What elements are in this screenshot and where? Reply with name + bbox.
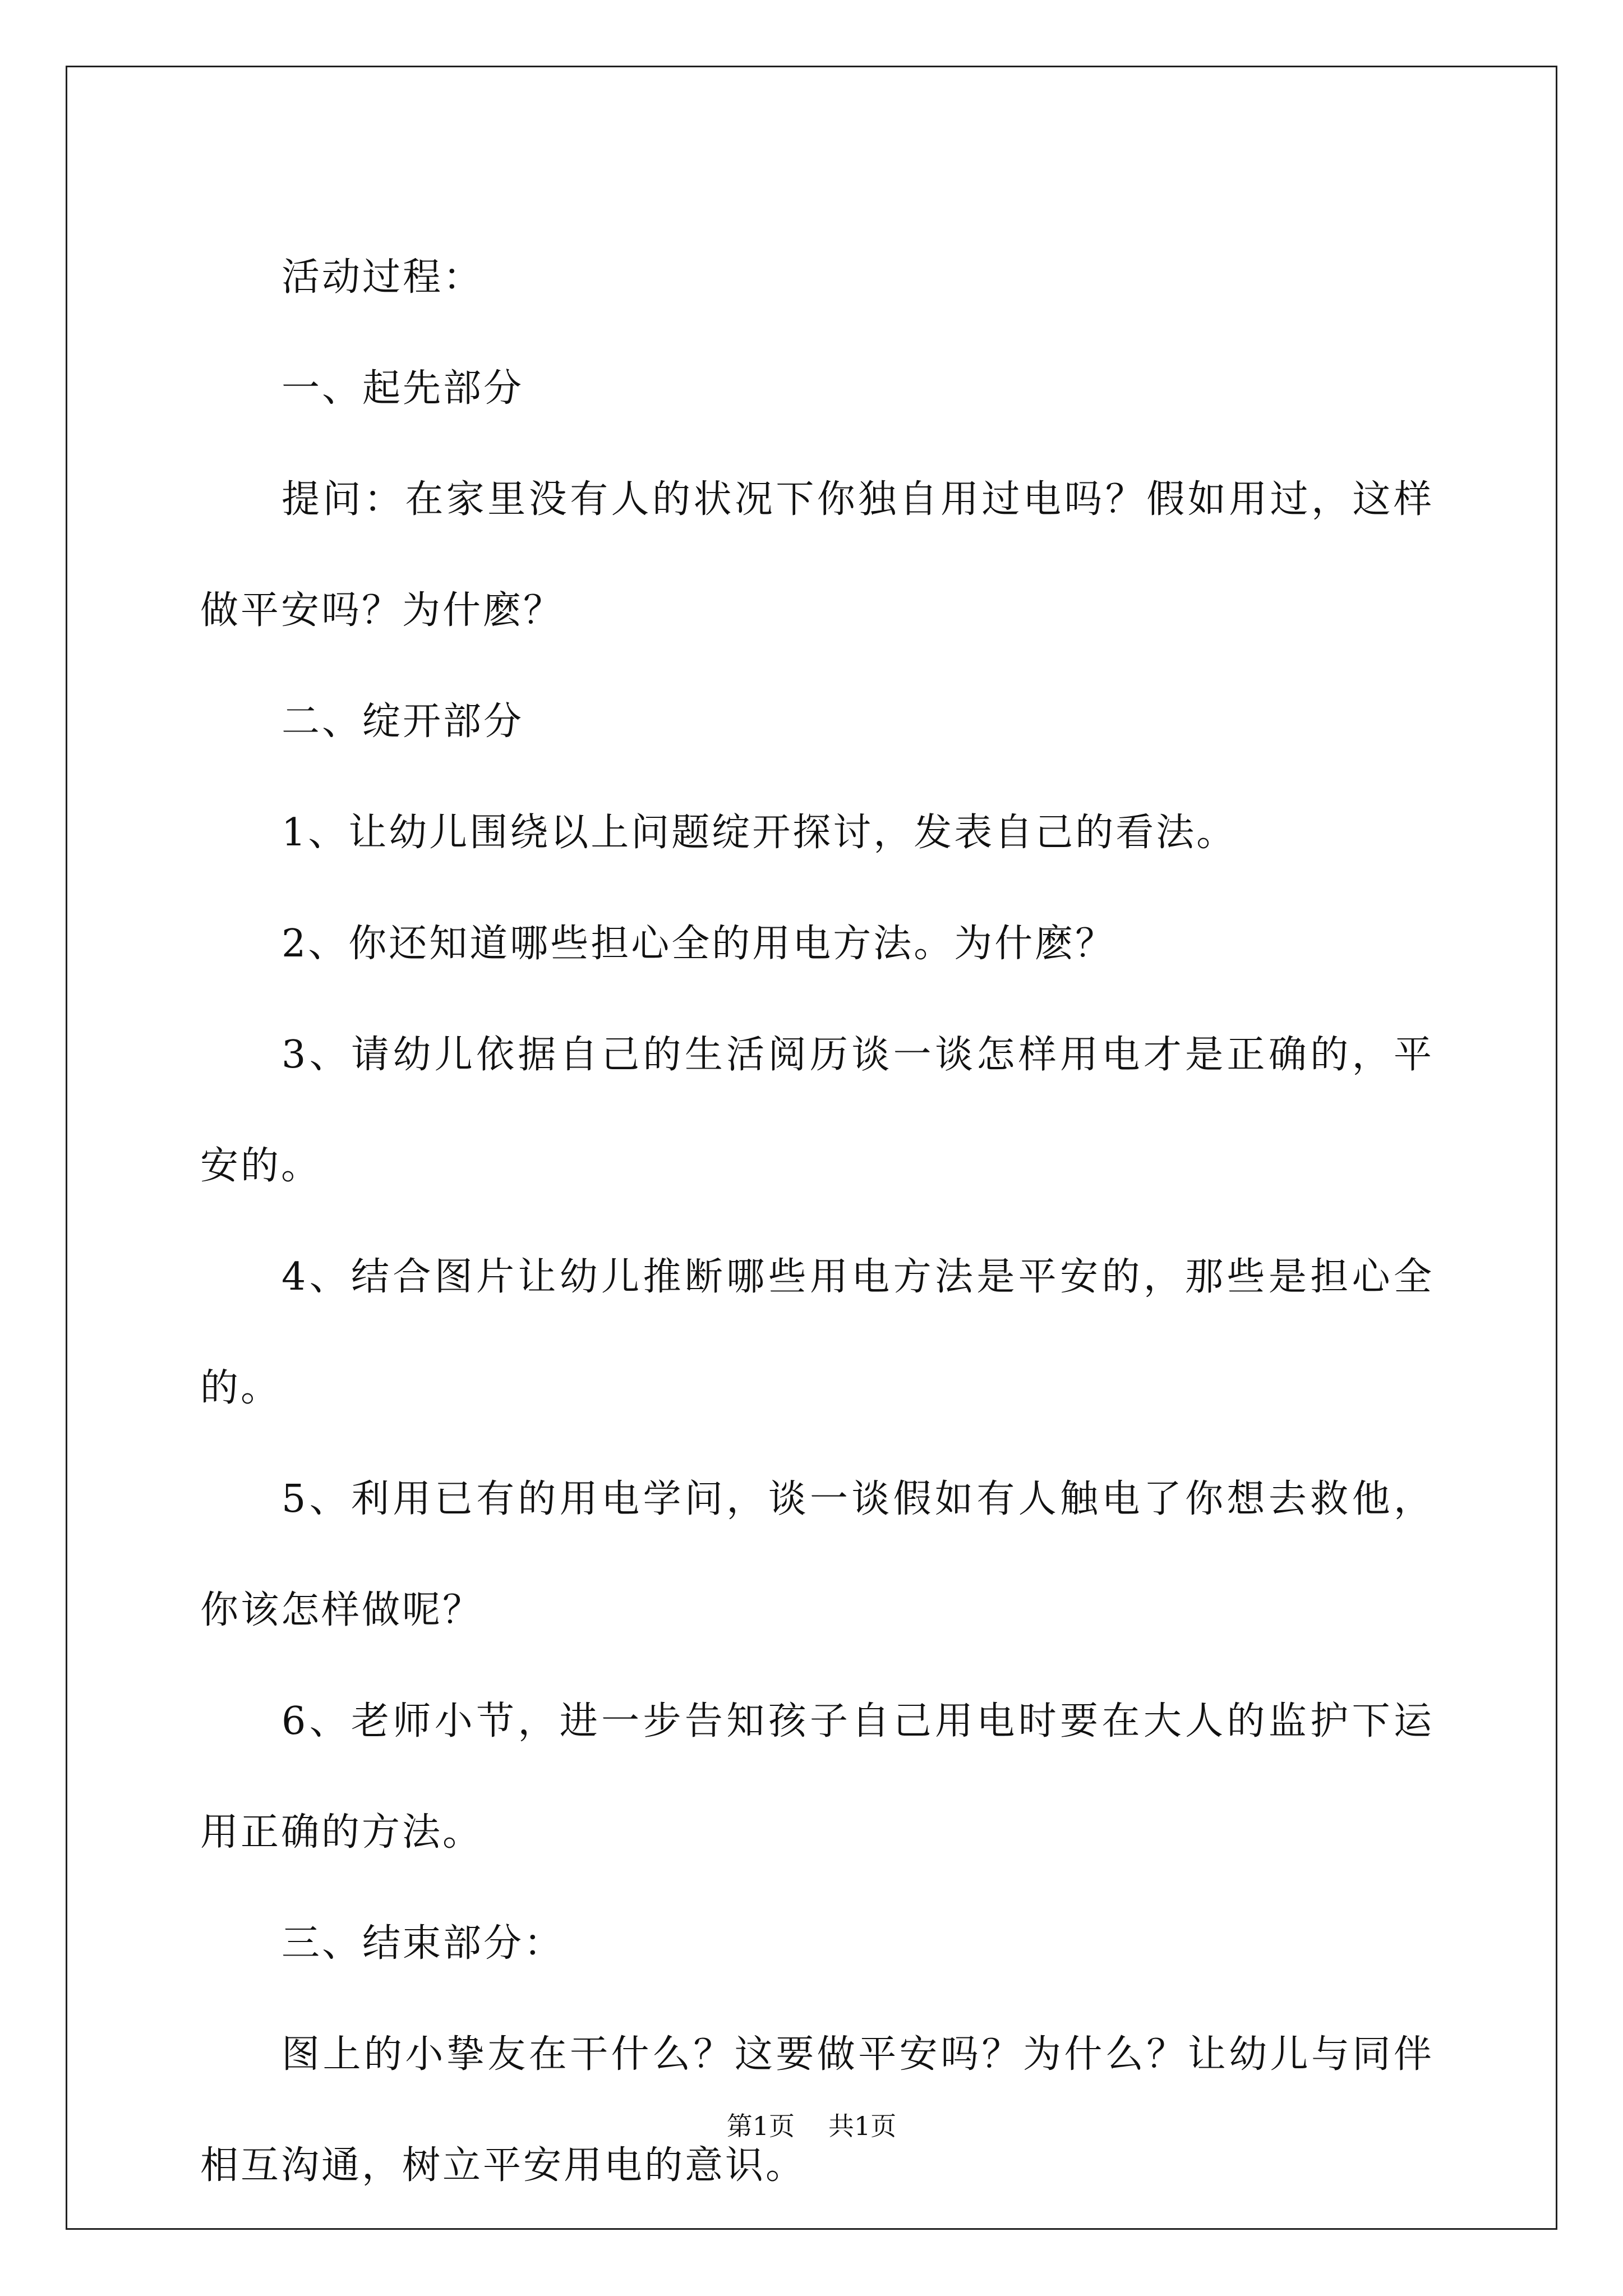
paragraph-question: 提问：在家里没有人的状况下你独自用过电吗？假如用过，这样做平安吗？为什麽？ [200,477,1434,633]
paragraph-step-4: 4、结合图片让幼儿推断哪些用电方法是平安的，那些是担心全的。 [200,1255,1434,1410]
paragraph-activity-process: 活动过程： [282,255,484,300]
paragraph-step-5: 5、利用已有的用电学问，谈一谈假如有人触电了你想去救他，你该怎样做呢？ [200,1477,1434,1632]
paragraph-step-3: 3、请幼儿依据自己的生活阅历谈一谈怎样用电才是正确的，平安的。 [200,1033,1434,1188]
paragraph-step-1: 1、让幼儿围绕以上问题绽开探讨，发表自己的看法。 [282,811,1237,855]
paragraph-step-2: 2、你还知道哪些担心全的用电方法。为什麽？ [282,922,1116,966]
page-footer [0,2109,1623,2143]
document-body [200,222,1434,2221]
paragraph-section-start: 一、起先部分 [282,366,524,411]
page-number-total: 共1页 [828,2111,897,2141]
paragraph-closing: 图上的小挚友在干什么？这要做平安吗？为什么？让幼儿与同伴相互沟通，树立平安用电的意识。 [200,2032,1434,2188]
paragraph-step-6: 6、老师小节，进一步告知孩子自己用电时要在大人的监护下运用正确的方法。 [200,1699,1434,1855]
paragraph-section-end: 三、结束部分： [282,1921,565,1966]
paragraph-section-main: 二、绽开部分 [282,700,524,744]
page-number-current: 第1页 [726,2111,795,2141]
